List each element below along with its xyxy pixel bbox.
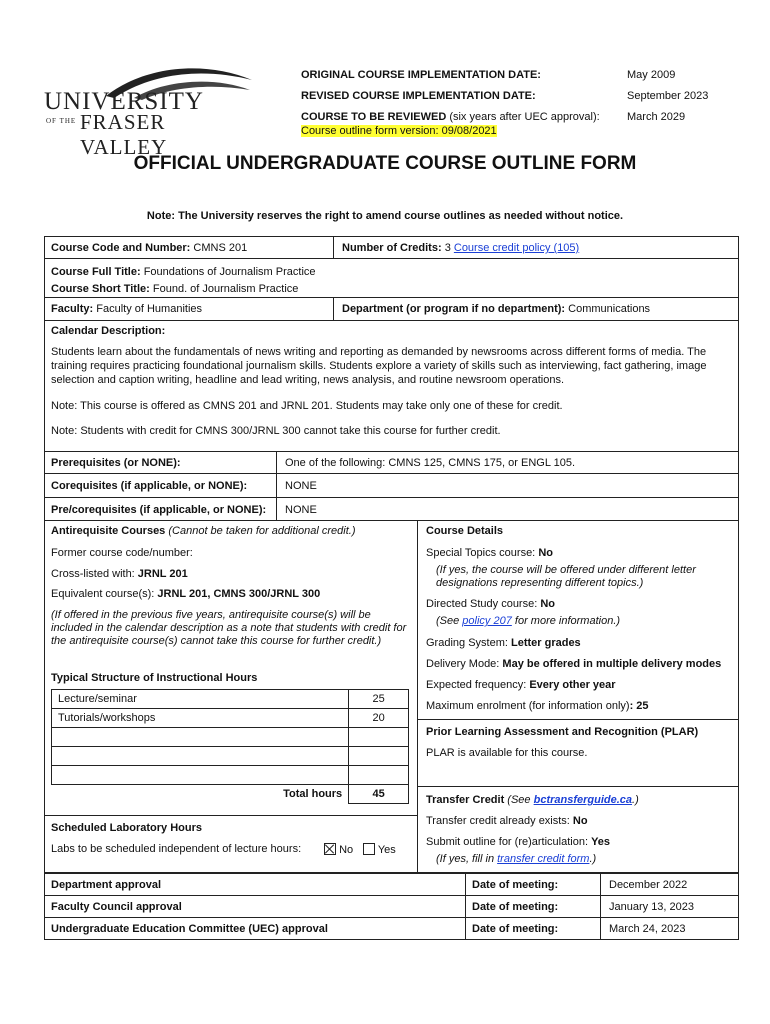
corequisites-label-cell: Corequisites (if applicable, or NONE): xyxy=(44,473,277,498)
grading-value: Letter grades xyxy=(510,637,581,649)
delivery-mode xyxy=(426,658,721,670)
special-topics xyxy=(426,547,553,559)
department-value: Communications xyxy=(568,303,651,315)
enrolment-value: : 25 xyxy=(629,700,649,712)
hours-row-value[interactable]: 25 xyxy=(349,690,409,709)
transfer-exists-label: Transfer credit already exists: xyxy=(426,815,573,827)
directed-note-pre: (See xyxy=(436,615,463,627)
hours-row-value[interactable] xyxy=(349,728,409,747)
review-date-value: March 2029 xyxy=(627,111,686,123)
cross-listed xyxy=(51,568,188,580)
transfer-submit-label: Submit outline for (re)articulation: xyxy=(426,836,592,848)
hours-row-value[interactable] xyxy=(349,766,409,785)
transfer-label-pre: (See xyxy=(504,794,534,806)
credit-policy-link[interactable]: Course credit policy (105) xyxy=(453,242,580,254)
table-row xyxy=(52,728,409,747)
expected-frequency xyxy=(426,679,616,691)
table-row xyxy=(52,785,409,804)
transfer-exists-value: No xyxy=(572,815,588,827)
transfer-credit-form-link[interactable]: transfer credit form xyxy=(497,853,590,865)
prerequisites-label-cell: Prerequisites (or NONE): xyxy=(44,451,277,474)
revised-date-value: September 2023 xyxy=(627,90,709,102)
plar-label: Prior Learning Assessment and Recognition (PLAR) xyxy=(426,726,699,738)
transfer-label-bold: Transfer Credit xyxy=(426,794,505,806)
lab-no-label: No xyxy=(339,844,354,856)
faculty-council-date-label: Date of meeting: xyxy=(465,895,601,918)
prerequisites-value-cell: One of the following: CMNS 125, CMNS 175, or ENGL 105. xyxy=(276,451,739,474)
course-code-label: Course Code and Number: xyxy=(51,242,191,254)
antirequisite-label xyxy=(51,525,355,537)
department-cell xyxy=(333,297,739,321)
faculty-council-approval-name: Faculty Council approval xyxy=(44,895,466,918)
enrolment-label: Maximum enrolment (for information only) xyxy=(426,700,630,712)
transfer-exists xyxy=(426,815,588,827)
uec-date: March 24, 2023 xyxy=(600,917,739,940)
faculty-cell xyxy=(44,297,334,321)
university-logo xyxy=(44,62,249,159)
transfer-note-pre: (If yes, fill in xyxy=(436,853,498,865)
lab-hours-label: Scheduled Laboratory Hours xyxy=(51,822,202,834)
amend-note: Note: The University reserves the right to amend course outlines as needed without notice. xyxy=(146,210,624,222)
lab-no-option[interactable] xyxy=(324,843,353,856)
bctransferguide-link[interactable]: bctransferguide.ca xyxy=(533,794,633,806)
directed-note-post: for more information.) xyxy=(511,615,621,627)
delivery-value: May be offered in multiple delivery modes xyxy=(502,658,722,670)
lab-question: Labs to be scheduled independent of lecture hours: xyxy=(51,843,302,855)
table-row xyxy=(52,709,409,728)
delivery-label: Delivery Mode: xyxy=(426,658,503,670)
equivalent-courses-value: JRNL 201, CMNS 300/JRNL 300 xyxy=(157,588,321,600)
directed-study-value: No xyxy=(540,598,556,610)
page-title: OFFICIAL UNDERGRADUATE COURSE OUTLINE FORM xyxy=(133,153,637,174)
uec-date-label: Date of meeting: xyxy=(465,917,601,940)
grading-label: Grading System: xyxy=(426,637,511,649)
full-title-value: Foundations of Journalism Practice xyxy=(143,266,316,278)
special-topics-label: Special Topics course: xyxy=(426,547,539,559)
credits-cell xyxy=(333,236,739,259)
logo-line-fraser-valley: FRASER VALLEY xyxy=(80,110,168,159)
logo-line-university: UNIVERSITY xyxy=(44,88,204,115)
structure-label: Typical Structure of Instructional Hours xyxy=(51,672,258,684)
directed-study-label: Directed Study course: xyxy=(426,598,541,610)
special-topics-value: No xyxy=(538,547,553,559)
transfer-label-post: .) xyxy=(632,794,639,806)
department-label: Department (or program if no department): xyxy=(342,303,566,315)
precorequisites-label-cell: Pre/corequisites (if applicable, or NONE): xyxy=(44,497,277,521)
grading-system xyxy=(426,637,581,649)
antirequisite-label-bold: Antirequisite Courses xyxy=(51,525,166,537)
directed-study xyxy=(426,598,555,610)
hours-table xyxy=(51,689,409,804)
short-title-value: Found. of Journalism Practice xyxy=(152,283,299,295)
transfer-submit-value: Yes xyxy=(591,836,611,848)
total-hours-value[interactable]: 45 xyxy=(349,785,409,804)
calendar-label: Calendar Description: xyxy=(51,325,166,337)
transfer-note-post: .) xyxy=(589,853,597,865)
table-row xyxy=(52,747,409,766)
revised-date-label: REVISED COURSE IMPLEMENTATION DATE: xyxy=(301,90,536,102)
credits-label: Number of Credits: xyxy=(342,242,442,254)
precorequisites-value-cell: NONE xyxy=(276,497,739,521)
transfer-submit xyxy=(426,836,610,848)
lab-yes-option[interactable] xyxy=(363,843,396,856)
cross-listed-label: Cross-listed with: xyxy=(51,568,138,580)
hours-row-name[interactable] xyxy=(52,747,349,766)
corequisites-value-cell: NONE xyxy=(276,473,739,498)
review-label-bold: COURSE TO BE REVIEWED xyxy=(301,111,447,123)
hours-row-value[interactable]: 20 xyxy=(349,709,409,728)
full-title-label: Course Full Title: xyxy=(51,266,141,278)
faculty-label: Faculty: xyxy=(51,303,94,315)
original-date-label: ORIGINAL COURSE IMPLEMENTATION DATE: xyxy=(301,69,541,81)
transfer-note xyxy=(436,853,596,865)
hours-row-name[interactable]: Tutorials/workshops xyxy=(52,709,349,728)
hours-row-name[interactable] xyxy=(52,766,349,785)
calendar-note-2: Note: Students with credit for CMNS 300/JRNL 300 cannot take this course for further credit. xyxy=(51,425,501,437)
department-approval-date: December 2022 xyxy=(600,873,739,896)
table-row xyxy=(52,690,409,709)
calendar-description-cell xyxy=(44,320,739,452)
checked-box-icon[interactable] xyxy=(324,843,336,855)
faculty-value: Faculty of Humanities xyxy=(96,303,203,315)
former-code-label: Former course code/number: xyxy=(51,547,193,559)
calendar-note-1: Note: This course is offered as CMNS 201 and JRNL 201. Students may take only one of these for credit. xyxy=(51,400,563,412)
department-approval-name: Department approval xyxy=(44,873,466,896)
review-date-label xyxy=(301,111,600,123)
hours-row-name[interactable] xyxy=(52,728,349,747)
course-details-label: Course Details xyxy=(426,525,504,537)
course-code-cell xyxy=(44,236,334,259)
frequency-value: Every other year xyxy=(529,679,616,691)
directed-study-note xyxy=(436,615,620,627)
faculty-council-date: January 13, 2023 xyxy=(600,895,739,918)
credits-value: 3 xyxy=(444,242,451,254)
calendar-description: Students learn about the fundamentals of news writing and reporting as demanded by newsrooms across different forms of media. The training requires practicing foundational journalism skills. Students explore a variety of skills such as interviewing, fact gathering, image selection and caption writing, headline and lead writing, news analysis, and routine newsroom operations. xyxy=(51,346,707,386)
short-title-label: Course Short Title: xyxy=(51,283,150,295)
course-titles-cell xyxy=(44,258,739,298)
form-version: Course outline form version: 09/08/2021 xyxy=(301,125,497,137)
antirequisite-note: (If offered in the previous five years, antirequisite course(s) will be included in the calendar description as a note that students with credit for the antirequisite course(s) cannot take this course for further credit.) xyxy=(51,609,407,647)
antirequisite-label-italic: (Cannot be taken for additional credit.) xyxy=(165,525,356,537)
policy-207-link[interactable]: policy 207 xyxy=(462,615,512,627)
unchecked-box-icon[interactable] xyxy=(363,843,375,855)
special-topics-note: (If yes, the course will be offered under different letter designations representing different topics.) xyxy=(436,564,696,589)
hours-row-name[interactable]: Lecture/seminar xyxy=(52,690,349,709)
transfer-credit-label xyxy=(426,794,639,806)
uec-approval-name: Undergraduate Education Committee (UEC) approval xyxy=(44,917,466,940)
cross-listed-value: JRNL 201 xyxy=(137,568,188,580)
total-hours-label: Total hours xyxy=(52,785,349,804)
lab-yes-label: Yes xyxy=(377,844,396,856)
equivalent-courses-label: Equivalent course(s): xyxy=(51,588,158,600)
hours-row-value[interactable] xyxy=(349,747,409,766)
plar-value: PLAR is available for this course. xyxy=(426,747,588,759)
equivalent-courses xyxy=(51,588,320,600)
review-label-rest: (six years after UEC approval): xyxy=(446,111,600,123)
original-date-value: May 2009 xyxy=(627,69,676,81)
course-code-value: CMNS 201 xyxy=(193,242,248,254)
frequency-label: Expected frequency: xyxy=(426,679,530,691)
logo-line-of-the: OF THE xyxy=(46,117,77,125)
department-approval-date-label: Date of meeting: xyxy=(465,873,601,896)
table-row xyxy=(52,766,409,785)
max-enrolment xyxy=(426,700,649,712)
